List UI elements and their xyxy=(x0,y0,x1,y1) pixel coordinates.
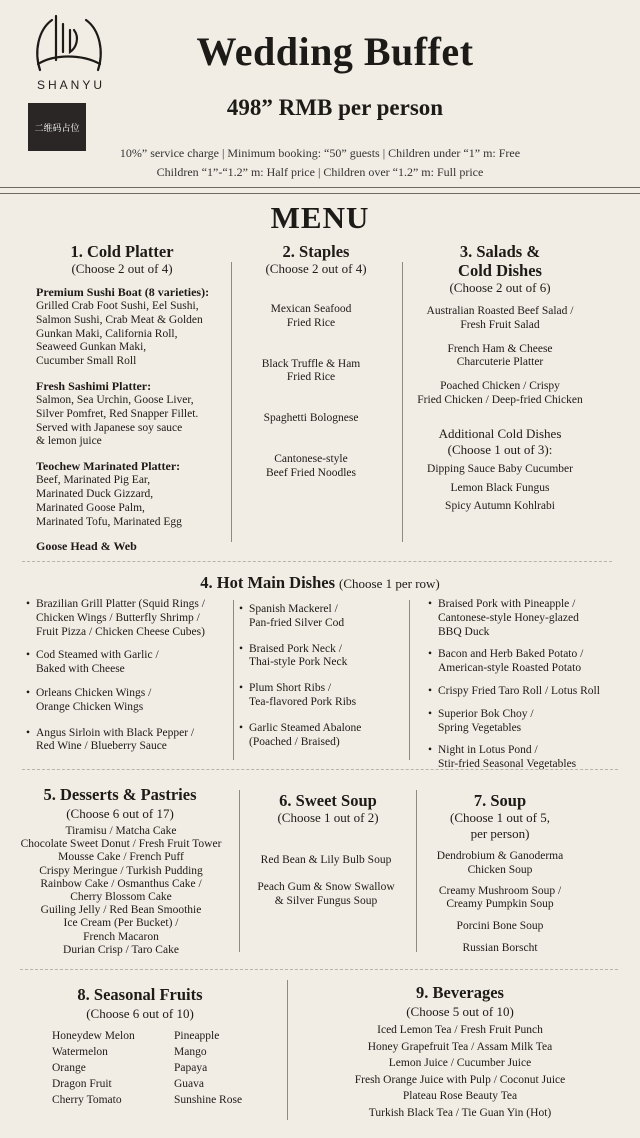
section-title: 9. Beverages xyxy=(416,983,504,1002)
group-line: & lemon juice xyxy=(36,435,102,448)
item-line: Tea-flavored Pork Ribs xyxy=(249,695,357,708)
group-heading: Fresh Sashimi Platter: xyxy=(36,378,152,393)
item-line: Creamy Pumpkin Soup xyxy=(446,898,554,911)
section-title: 3. Salads & xyxy=(459,242,541,261)
item-line: Poached Chicken / Crispy xyxy=(440,380,560,393)
list-item: Russian Borscht xyxy=(462,941,538,954)
item-line: (Poached / Braised) xyxy=(249,735,340,748)
section-beverages xyxy=(300,983,620,1020)
section-title: 2. Staples xyxy=(282,242,350,261)
item-line: Dendrobium & Ganoderma xyxy=(436,850,564,862)
list-item: Iced Lemon Tea / Fresh Fruit Punch xyxy=(377,1024,543,1036)
item-line: Fried Chicken / Deep-fried Chicken xyxy=(417,393,583,406)
section-hot-main xyxy=(0,573,640,593)
list-item: Tiramisu / Matcha Cake xyxy=(65,825,177,837)
list-item xyxy=(26,598,231,639)
item-line: Mexican Seafood xyxy=(270,303,352,315)
section-title: 7. Soup xyxy=(473,791,527,810)
item-line: • Angus Sirloin with Black Pepper / xyxy=(36,726,195,739)
column-divider xyxy=(287,980,288,1120)
list-item xyxy=(239,722,409,750)
list-item: Dragon Fruit xyxy=(52,1078,112,1090)
section-choose-2: per person) xyxy=(470,826,530,841)
item-line: Chicken Soup xyxy=(467,863,533,876)
section-fruits xyxy=(40,985,240,1022)
section-choose: (Choose 1 per row) xyxy=(339,576,440,591)
list-item: Plateau Rose Beauty Tea xyxy=(402,1090,518,1102)
section-choose: (Choose 6 out of 17) xyxy=(66,806,174,821)
section-desserts xyxy=(20,785,220,822)
list-item: Papaya xyxy=(174,1062,208,1074)
item-line: Peach Gum & Snow Swallow xyxy=(257,880,395,893)
section-divider xyxy=(20,969,618,970)
item-line: • Braised Pork with Pineapple / xyxy=(438,598,576,610)
section-choose: (Choose 2 out of 4) xyxy=(71,261,173,276)
soup-list xyxy=(418,850,582,956)
list-item: Spicy Autumn Kohlrabi xyxy=(445,500,555,513)
section-title: 6. Sweet Soup xyxy=(279,791,377,810)
list-item: Guiling Jelly / Red Bean Smoothie xyxy=(40,904,202,917)
item-line: • Spanish Mackerel / xyxy=(249,603,338,615)
header-divider-bottom xyxy=(0,193,640,194)
list-item xyxy=(405,380,595,408)
group-line: Grilled Crab Foot Sushi, Eel Sushi, xyxy=(36,300,199,312)
hot-col-3 xyxy=(428,598,628,772)
group-line: Beef, Marinated Pig Ear, xyxy=(36,474,151,487)
info-line-1: 10%” service charge | Minimum booking: “50” guests | Children under “1” m: Free xyxy=(119,146,521,160)
list-item: Guava xyxy=(174,1078,205,1090)
group-line: Marinated Tofu, Marinated Egg xyxy=(36,515,182,528)
item-line: & Silver Fungus Soup xyxy=(274,894,378,907)
group-heading: Premium Sushi Boat (8 varieties): xyxy=(36,285,210,299)
column-divider xyxy=(409,600,410,760)
list-item: Red Bean & Lily Bulb Soup xyxy=(260,854,392,866)
section-choose: (Choose 2 out of 4) xyxy=(265,261,367,276)
item-line: Orange Chicken Wings xyxy=(36,700,144,713)
item-line: • Superior Bok Choy / xyxy=(438,707,534,720)
list-item: Fresh Orange Juice with Pulp / Coconut Juice xyxy=(354,1073,566,1086)
list-item xyxy=(236,358,386,386)
list-item xyxy=(239,603,409,631)
cold-platter-list xyxy=(36,285,226,554)
list-item: Sunshine Rose xyxy=(174,1094,243,1106)
list-item: Rainbow Cake / Osmanthus Cake / xyxy=(40,877,202,890)
column-divider xyxy=(239,790,240,952)
desserts-list xyxy=(16,825,226,957)
section-divider xyxy=(22,561,612,562)
staples-list xyxy=(236,303,386,481)
section-title: 8. Seasonal Fruits xyxy=(77,985,203,1004)
list-item: Porcini Bone Soup xyxy=(456,920,544,933)
list-item xyxy=(26,649,231,677)
cold-group-goose xyxy=(36,539,226,554)
beverages-list xyxy=(296,1022,624,1121)
cold-group-sushi xyxy=(36,285,226,369)
item-line: Baked with Cheese xyxy=(36,663,125,676)
item-line: Stir-fried Seasonal Vegetables xyxy=(438,758,577,771)
list-item: Chocolate Sweet Donut / Fresh Fruit Tower xyxy=(20,838,222,851)
group-line: Marinated Duck Gizzard, xyxy=(36,487,154,500)
item-line: Black Truffle & Ham xyxy=(261,357,361,370)
column-divider xyxy=(233,600,234,760)
item-line: Thai-style Pork Neck xyxy=(249,656,348,669)
group-line: Seaweed Gunkan Maki, xyxy=(36,341,147,354)
list-item: French Macaron xyxy=(83,930,159,943)
list-item xyxy=(236,303,386,331)
fruits-list-right xyxy=(174,1028,274,1108)
group-line: Cucumber Small Roll xyxy=(36,355,137,368)
item-line: Spaghetti Bolognese xyxy=(263,412,359,425)
list-item: Mango xyxy=(174,1046,207,1058)
item-line: Fried Rice xyxy=(286,371,336,384)
list-item xyxy=(428,708,628,736)
additional-title: Additional Cold Dishes xyxy=(438,425,562,441)
header-divider-top xyxy=(0,187,640,188)
list-item xyxy=(405,343,595,371)
section-choose: (Choose 2 out of 6) xyxy=(449,280,551,295)
item-line: Beef Fried Noodles xyxy=(265,466,357,479)
fruits-list-left xyxy=(52,1028,162,1108)
list-item: Dipping Sauce Baby Cucumber xyxy=(427,462,573,475)
list-item: Orange xyxy=(52,1062,86,1074)
column-divider xyxy=(416,790,417,952)
menu-heading: MENU xyxy=(270,200,370,235)
item-line: • Cod Steamed with Garlic / xyxy=(36,649,159,662)
section-staples xyxy=(236,242,396,277)
list-item xyxy=(236,453,386,481)
cold-group-sashimi xyxy=(36,379,226,449)
list-item: Watermelon xyxy=(52,1046,108,1058)
section-sweet-soup xyxy=(248,791,408,826)
sweet-soup-list xyxy=(246,854,406,908)
item-line: • Crispy Fried Taro Roll / Lotus Roll xyxy=(438,684,600,697)
list-item: Honeydew Melon xyxy=(52,1030,135,1042)
list-item: Cherry Blossom Cake xyxy=(70,891,172,904)
section-title: 5. Desserts & Pastries xyxy=(43,785,197,804)
list-item: Cherry Tomato xyxy=(52,1094,122,1106)
hot-col-1 xyxy=(26,598,231,754)
group-line: Gunkan Maki, California Roll, xyxy=(36,327,178,340)
section-divider xyxy=(22,769,618,770)
additional-choose: (Choose 1 out of 3): xyxy=(447,441,553,457)
list-item: Lemon Juice / Cucumber Juice xyxy=(388,1057,532,1069)
group-line: Salmon Sushi, Crab Meat & Golden xyxy=(36,313,203,326)
list-item xyxy=(239,643,409,671)
item-line: • Plum Short Ribs / xyxy=(249,682,332,695)
group-heading: Goose Head & Web xyxy=(36,539,137,554)
column-divider xyxy=(231,262,232,542)
shanyu-logo-icon xyxy=(30,8,108,86)
list-item xyxy=(246,881,406,909)
section-choose: (Choose 5 out of 10) xyxy=(406,1004,514,1019)
item-line: Creamy Mushroom Soup / xyxy=(438,884,562,897)
section-choose: (Choose 1 out of 2) xyxy=(277,810,379,825)
item-line: Red Wine / Blueberry Sauce xyxy=(36,740,167,753)
group-heading: Teochew Marinated Platter: xyxy=(36,459,181,474)
item-line: Pan-fried Silver Cod xyxy=(249,616,345,629)
page-title: Wedding Buffet xyxy=(196,29,474,74)
item-line: French Ham & Cheese xyxy=(447,342,553,355)
item-line: Charcuterie Platter xyxy=(456,356,544,369)
salads-list xyxy=(405,305,595,514)
item-line: • Garlic Steamed Abalone xyxy=(249,721,362,734)
info-line-2: Children “1”-“1.2” m: Half price | Children over “1.2” m: Full price xyxy=(156,165,484,179)
item-line: • Orleans Chicken Wings / xyxy=(36,686,152,699)
item-line: Australian Roasted Beef Salad / xyxy=(426,305,574,317)
item-line: • Brazilian Grill Platter (Squid Rings / xyxy=(36,598,205,610)
list-item xyxy=(26,727,231,755)
list-item: Honey Grapefruit Tea / Assam Milk Tea xyxy=(367,1040,553,1053)
item-line: Spring Vegetables xyxy=(438,721,522,734)
item-line: Cantonese-style Honey-glazed xyxy=(438,611,579,624)
section-title: 4. Hot Main Dishes xyxy=(200,573,336,592)
section-title-2: Cold Dishes xyxy=(458,261,542,280)
list-item: Pineapple xyxy=(174,1030,220,1042)
list-item xyxy=(428,598,628,639)
group-line: Salmon, Sea Urchin, Goose Liver, xyxy=(36,393,194,406)
item-line: Cantonese-style xyxy=(274,452,348,465)
qr-code-placeholder: 二维码占位 xyxy=(28,103,86,151)
list-item: Durian Crisp / Taro Cake xyxy=(63,943,179,956)
list-item: Mousse Cake / French Puff xyxy=(58,851,184,864)
list-item: Ice Cream (Per Bucket) / xyxy=(63,917,179,930)
list-item: Lemon Black Fungus xyxy=(450,481,550,494)
item-line: • Braised Pork Neck / xyxy=(249,642,342,655)
section-salads xyxy=(410,242,590,296)
section-choose: (Choose 6 out of 10) xyxy=(86,1006,194,1021)
section-choose: (Choose 1 out of 5, xyxy=(449,810,551,825)
price-per-person: 498” RMB per person xyxy=(226,95,444,120)
section-cold-platter xyxy=(22,242,222,277)
cold-group-teochew xyxy=(36,459,226,529)
list-item xyxy=(405,305,595,333)
list-item xyxy=(428,648,628,676)
list-item xyxy=(428,744,628,772)
section-title: 1. Cold Platter xyxy=(70,242,174,261)
group-line: Silver Pomfret, Red Snapper Fillet. xyxy=(36,407,199,420)
section-soup xyxy=(420,791,580,842)
group-line: Marinated Goose Palm, xyxy=(36,501,145,514)
item-line: • Bacon and Herb Baked Potato / xyxy=(438,648,584,661)
item-line: American-style Roasted Potato xyxy=(438,662,582,675)
list-item xyxy=(236,412,386,426)
list-item xyxy=(418,850,582,878)
list-item: Turkish Black Tea / Tie Guan Yin (Hot) xyxy=(368,1106,552,1119)
item-line: BBQ Duck xyxy=(438,625,490,638)
hot-col-2 xyxy=(239,603,409,749)
list-item xyxy=(239,682,409,710)
brand-name: SHANYU xyxy=(36,78,105,92)
group-line: Served with Japanese soy sauce xyxy=(36,421,183,434)
item-line: Fruit Pizza / Chicken Cheese Cubes) xyxy=(36,625,205,638)
list-item: Crispy Meringue / Turkish Pudding xyxy=(39,864,203,877)
list-item xyxy=(26,687,231,715)
item-line: Fried Rice xyxy=(286,316,336,329)
list-item xyxy=(418,885,582,913)
item-line: Fresh Fruit Salad xyxy=(460,318,540,331)
list-item xyxy=(428,685,628,699)
item-line: Chicken Wings / Butterfly Shrimp / xyxy=(36,611,200,624)
column-divider xyxy=(402,262,403,542)
item-line: • Night in Lotus Pond / xyxy=(438,744,538,757)
